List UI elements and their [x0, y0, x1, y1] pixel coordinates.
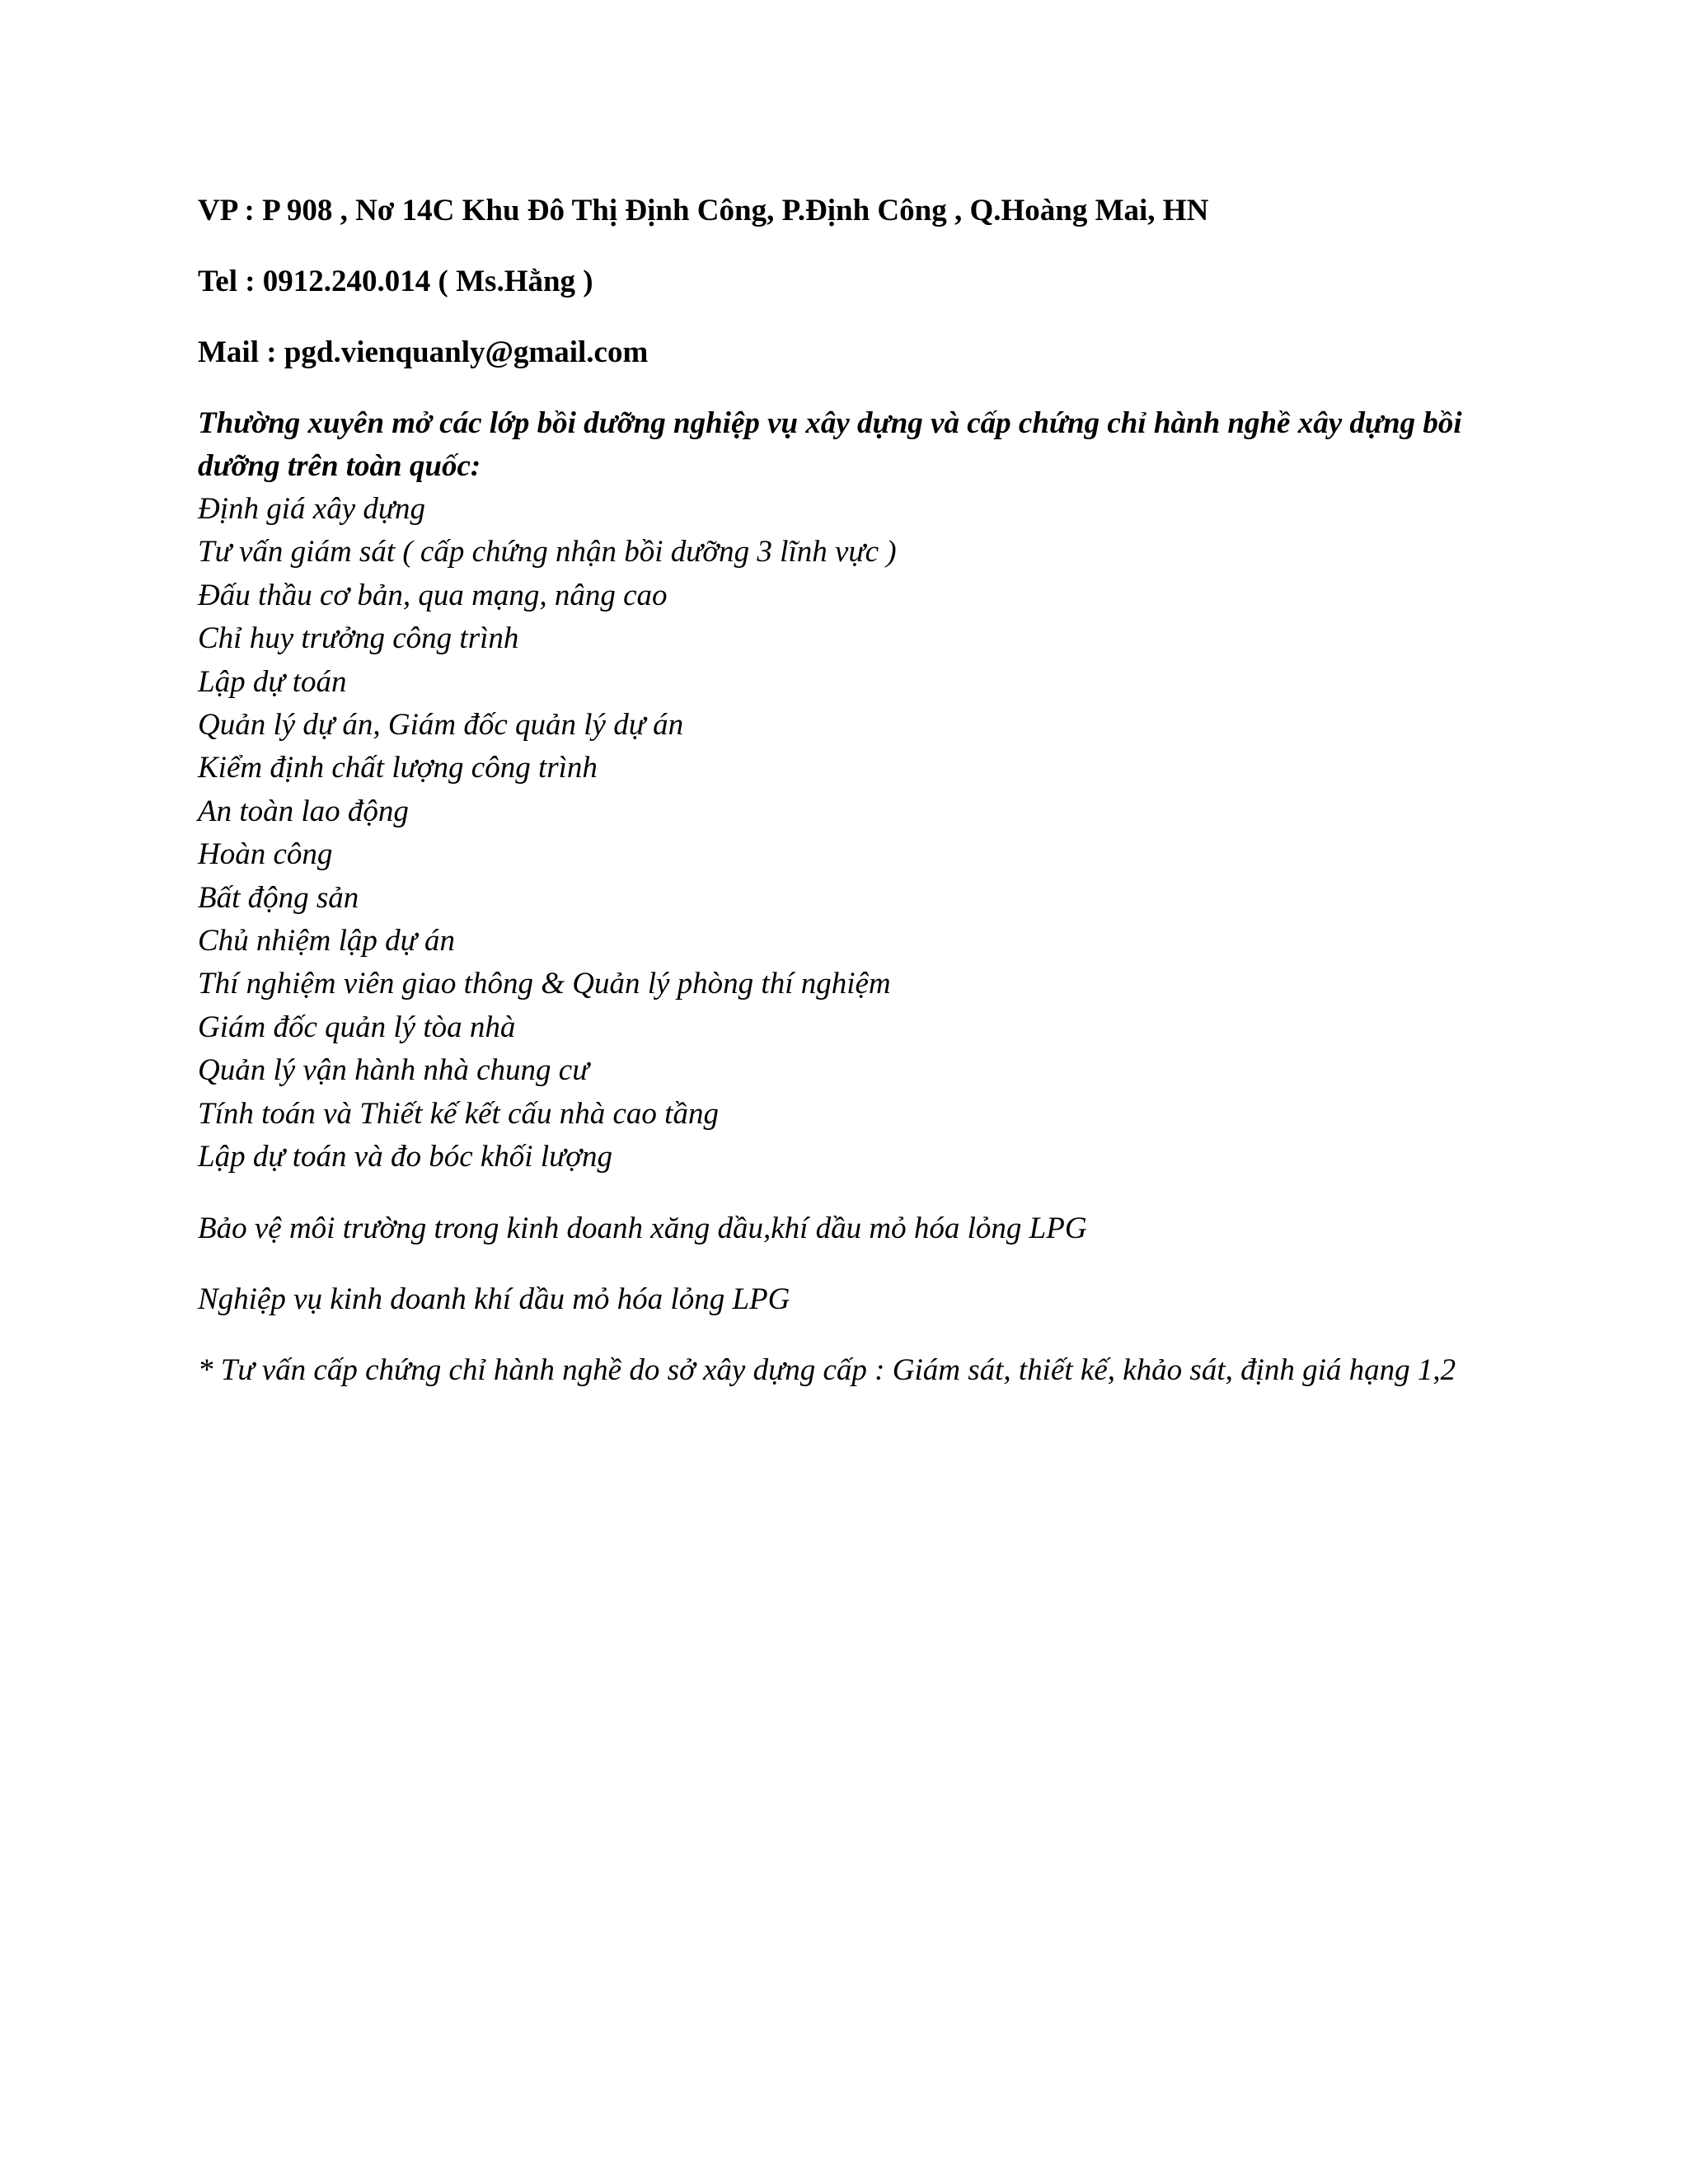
lpg-environment-course: Bảo vệ môi trường trong kinh doanh xăng dầu,khí dầu mỏ hóa lỏng LPG [198, 1211, 1087, 1245]
course-item: Giám đốc quản lý tòa nhà [198, 1010, 516, 1044]
course-item: Kiểm định chất lượng công trình [198, 751, 598, 785]
course-item: Quản lý dự án, Giám đốc quản lý dự án [198, 708, 684, 743]
course-intro: Thường xuyên mở các lớp bồi dưỡng nghiệp vụ xây dựng và cấp chứng chỉ hành nghề xây dựng bồi dưỡng trên toàn quốc: [198, 406, 1462, 483]
lpg-business-course: Nghiệp vụ kinh doanh khí dầu mỏ hóa lỏng LPG [198, 1282, 790, 1316]
phone-number: Tel : 0912.240.014 ( Ms.Hằng ) [198, 265, 593, 298]
document-content [198, 190, 1484, 1392]
course-item: Bất động sản [198, 880, 359, 915]
course-item: Đấu thầu cơ bản, qua mạng, nâng cao [198, 578, 668, 612]
email-address: Mail : pgd.vienquanly@gmail.com [198, 335, 649, 369]
course-item: Thí nghiệm viên giao thông & Quản lý phòng thí nghiệm [198, 967, 891, 1001]
certificate-consulting-note: * Tư vấn cấp chứng chỉ hành nghề do sở xây dựng cấp : Giám sát, thiết kế, khảo sát, định giá hạng 1,2 [198, 1352, 1456, 1387]
course-item: Định giá xây dựng [198, 492, 426, 526]
course-item: Lập dự toán và đo bóc khối lượng [198, 1140, 613, 1174]
course-list [198, 488, 1484, 1179]
course-item: Chủ nhiệm lập dự án [198, 924, 456, 958]
course-item: An toàn lao động [198, 794, 409, 828]
course-item: Chỉ huy trưởng công trình [198, 621, 519, 656]
course-item: Lập dự toán [198, 664, 347, 699]
course-item: Tư vấn giám sát ( cấp chứng nhận bồi dưỡng 3 lĩnh vực ) [198, 535, 897, 569]
course-item: Quản lý vận hành nhà chung cư [198, 1053, 589, 1088]
course-item: Tính toán và Thiết kế kết cấu nhà cao tầng [198, 1096, 719, 1131]
office-address: VP : P 908 , Nơ 14C Khu Đô Thị Định Công, P.Định Công , Q.Hoàng Mai, HN [198, 194, 1209, 227]
course-item: Hoàn công [198, 837, 333, 872]
